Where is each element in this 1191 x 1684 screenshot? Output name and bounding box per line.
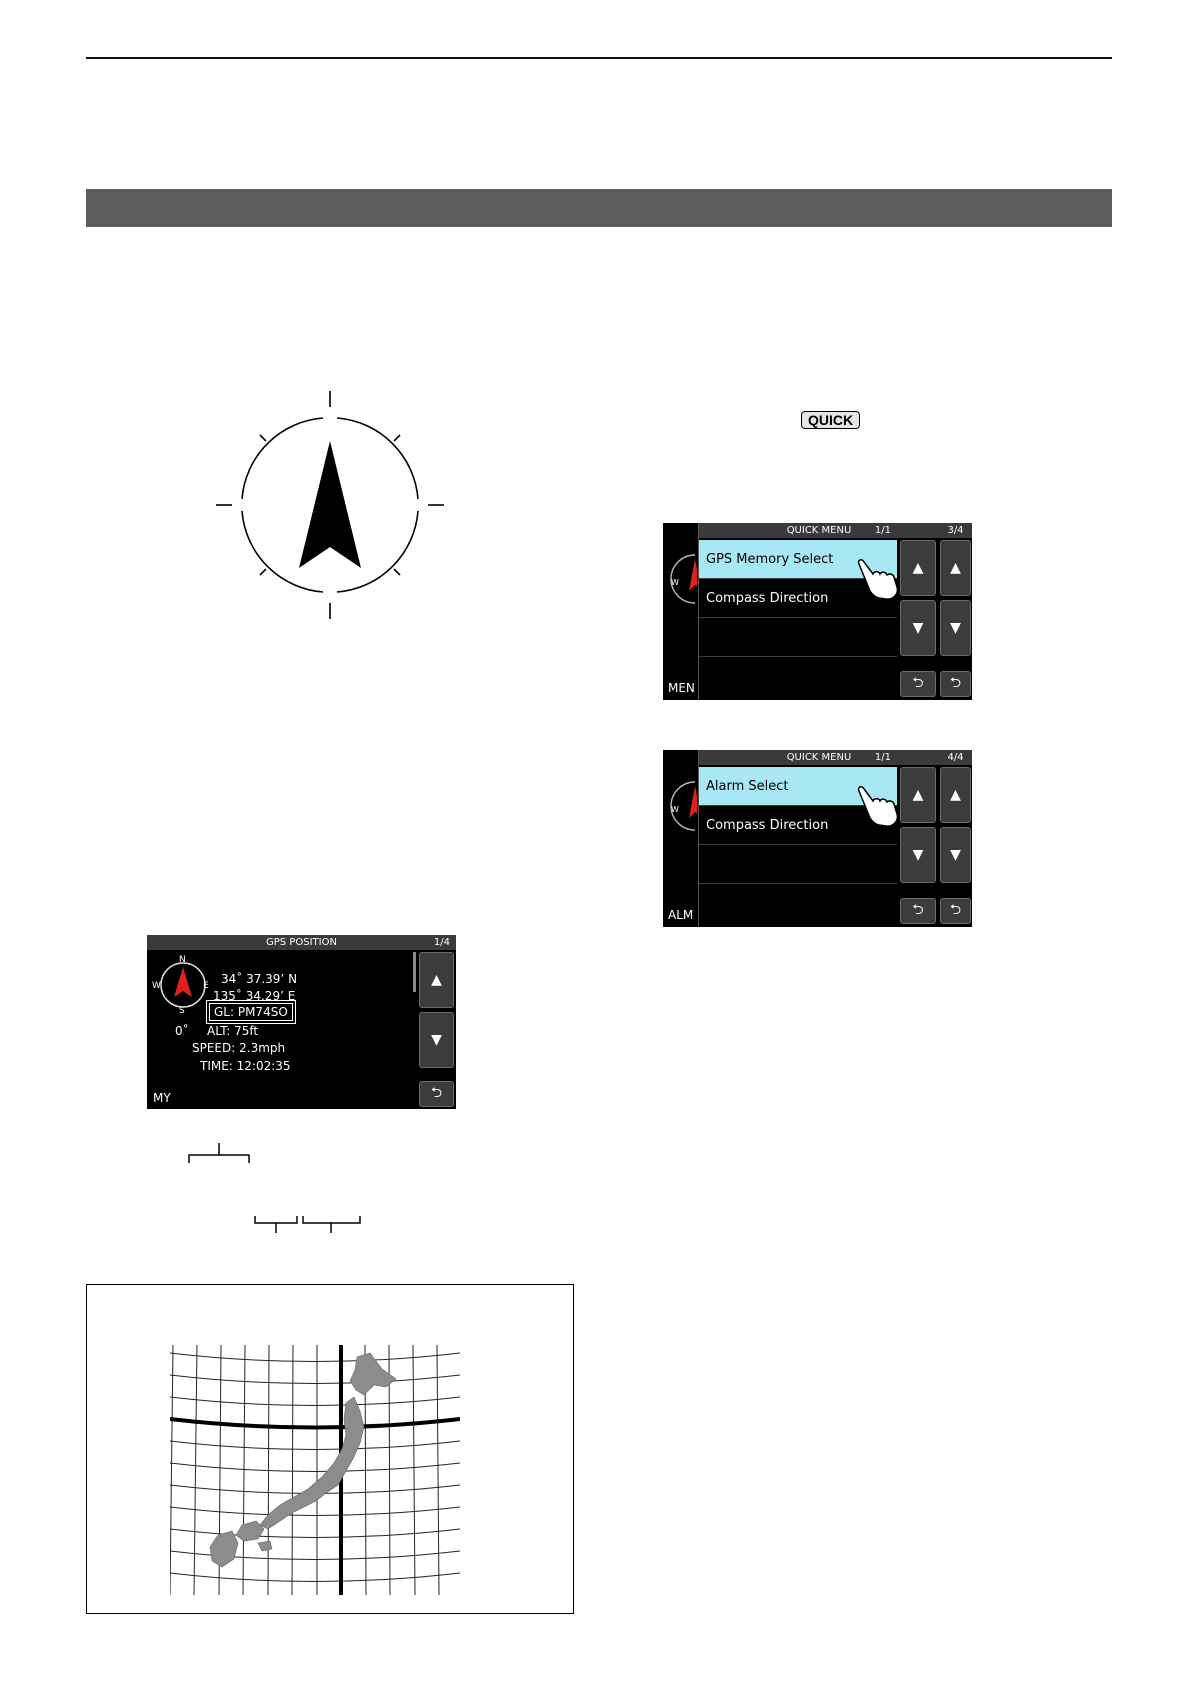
- back-button[interactable]: [900, 671, 936, 697]
- down-button[interactable]: [900, 827, 936, 883]
- quick-menu-screen-1: [663, 523, 972, 700]
- japan-grid-map: [170, 1345, 460, 1595]
- up-arrow-icon: ▲: [950, 560, 961, 576]
- gps-altitude: ALT: 75ft: [207, 1024, 259, 1038]
- compass-n: N: [179, 955, 186, 965]
- back-icon: ⮌: [912, 675, 924, 691]
- gps-up-button[interactable]: [419, 952, 454, 1008]
- gps-down-button[interactable]: [419, 1012, 454, 1068]
- gps-grid-locator: GL: PM74SO: [209, 1003, 293, 1021]
- up-arrow-icon: ▲: [431, 972, 442, 988]
- menu-item-label: Alarm Select: [706, 779, 789, 794]
- down-arrow-icon: ▼: [912, 847, 924, 863]
- compass-s: S: [179, 1006, 185, 1016]
- side-back-button[interactable]: [940, 671, 971, 697]
- down-arrow-icon: ▼: [431, 1032, 442, 1048]
- side-page-indicator: 3/4: [947, 525, 964, 536]
- back-icon: ⮌: [949, 675, 962, 691]
- up-arrow-icon: ▲: [950, 787, 961, 803]
- back-button[interactable]: [900, 898, 936, 924]
- side-titlebar: [939, 750, 972, 765]
- header-rule: [86, 57, 1112, 59]
- page-indicator: 1/1: [874, 525, 891, 536]
- quick-menu-dialog: [698, 523, 939, 700]
- grid-locator-map-box: [86, 1284, 574, 1614]
- back-icon: ⮌: [949, 902, 962, 918]
- quick-menu-screen-2: [663, 750, 972, 927]
- up-arrow-icon: ▲: [912, 560, 924, 576]
- hand-pointer-icon: [855, 556, 901, 602]
- gps-longitude: 135˚ 34.29’ E: [213, 989, 296, 1003]
- page-indicator: 1/1: [874, 752, 891, 763]
- compass-w: W: [152, 981, 161, 991]
- down-button[interactable]: [900, 600, 936, 656]
- down-arrow-icon: ▼: [950, 620, 961, 636]
- dialog-title: QUICK MENU: [786, 525, 852, 536]
- compass-rose-icon: [210, 385, 450, 625]
- down-arrow-icon: ▼: [950, 847, 961, 863]
- menu-item-label: GPS Memory Select: [706, 552, 834, 567]
- menu-item-label: Compass Direction: [706, 591, 829, 606]
- side-down-button[interactable]: [940, 827, 971, 883]
- gps-position-screen: [147, 935, 456, 1109]
- side-down-button[interactable]: [940, 600, 971, 656]
- up-button[interactable]: [900, 540, 936, 596]
- side-up-button[interactable]: [940, 540, 971, 596]
- side-page-indicator: 4/4: [947, 752, 964, 763]
- svg-text:W: W: [671, 578, 679, 587]
- quick-menu-dialog: [698, 750, 939, 927]
- callout-brackets: [180, 1135, 380, 1235]
- menu-item-label: Compass Direction: [706, 818, 829, 833]
- compass-partial-icon: [667, 551, 697, 611]
- back-icon: ⮌: [430, 1085, 443, 1101]
- bottom-label: ALM: [668, 908, 694, 922]
- gps-latitude: 34˚ 37.39’ N: [221, 972, 298, 986]
- gps-titlebar: [147, 935, 456, 950]
- compass-e: E: [203, 981, 209, 991]
- gps-bottom-label: MY: [153, 1091, 171, 1105]
- dialog-title: QUICK MENU: [786, 752, 852, 763]
- bottom-label: MEN: [668, 681, 695, 695]
- quick-key-label: QUICK: [801, 411, 860, 429]
- section-title-bar: [86, 189, 1112, 227]
- gps-speed: SPEED: 2.3mph: [192, 1041, 286, 1055]
- side-up-button[interactable]: [940, 767, 971, 823]
- gps-heading: 0˚: [175, 1024, 189, 1038]
- gps-title: GPS POSITION: [266, 937, 337, 948]
- hand-pointer-icon: [855, 783, 901, 829]
- dialog-titlebar: [699, 523, 939, 538]
- gps-time: TIME: 12:02:35: [200, 1059, 291, 1073]
- menu-item-empty: [699, 845, 897, 884]
- menu-item-empty: [699, 618, 897, 657]
- side-titlebar: [939, 523, 972, 538]
- down-arrow-icon: ▼: [912, 620, 924, 636]
- compass-partial-icon: [667, 778, 697, 838]
- dialog-titlebar: [699, 750, 939, 765]
- up-arrow-icon: ▲: [912, 787, 924, 803]
- gps-scrollbar[interactable]: [413, 952, 416, 992]
- gps-page-indicator: 1/4: [433, 937, 450, 948]
- gps-back-button[interactable]: [419, 1081, 454, 1107]
- svg-text:W: W: [671, 805, 679, 814]
- back-icon: ⮌: [912, 902, 924, 918]
- side-back-button[interactable]: [940, 898, 971, 924]
- up-button[interactable]: [900, 767, 936, 823]
